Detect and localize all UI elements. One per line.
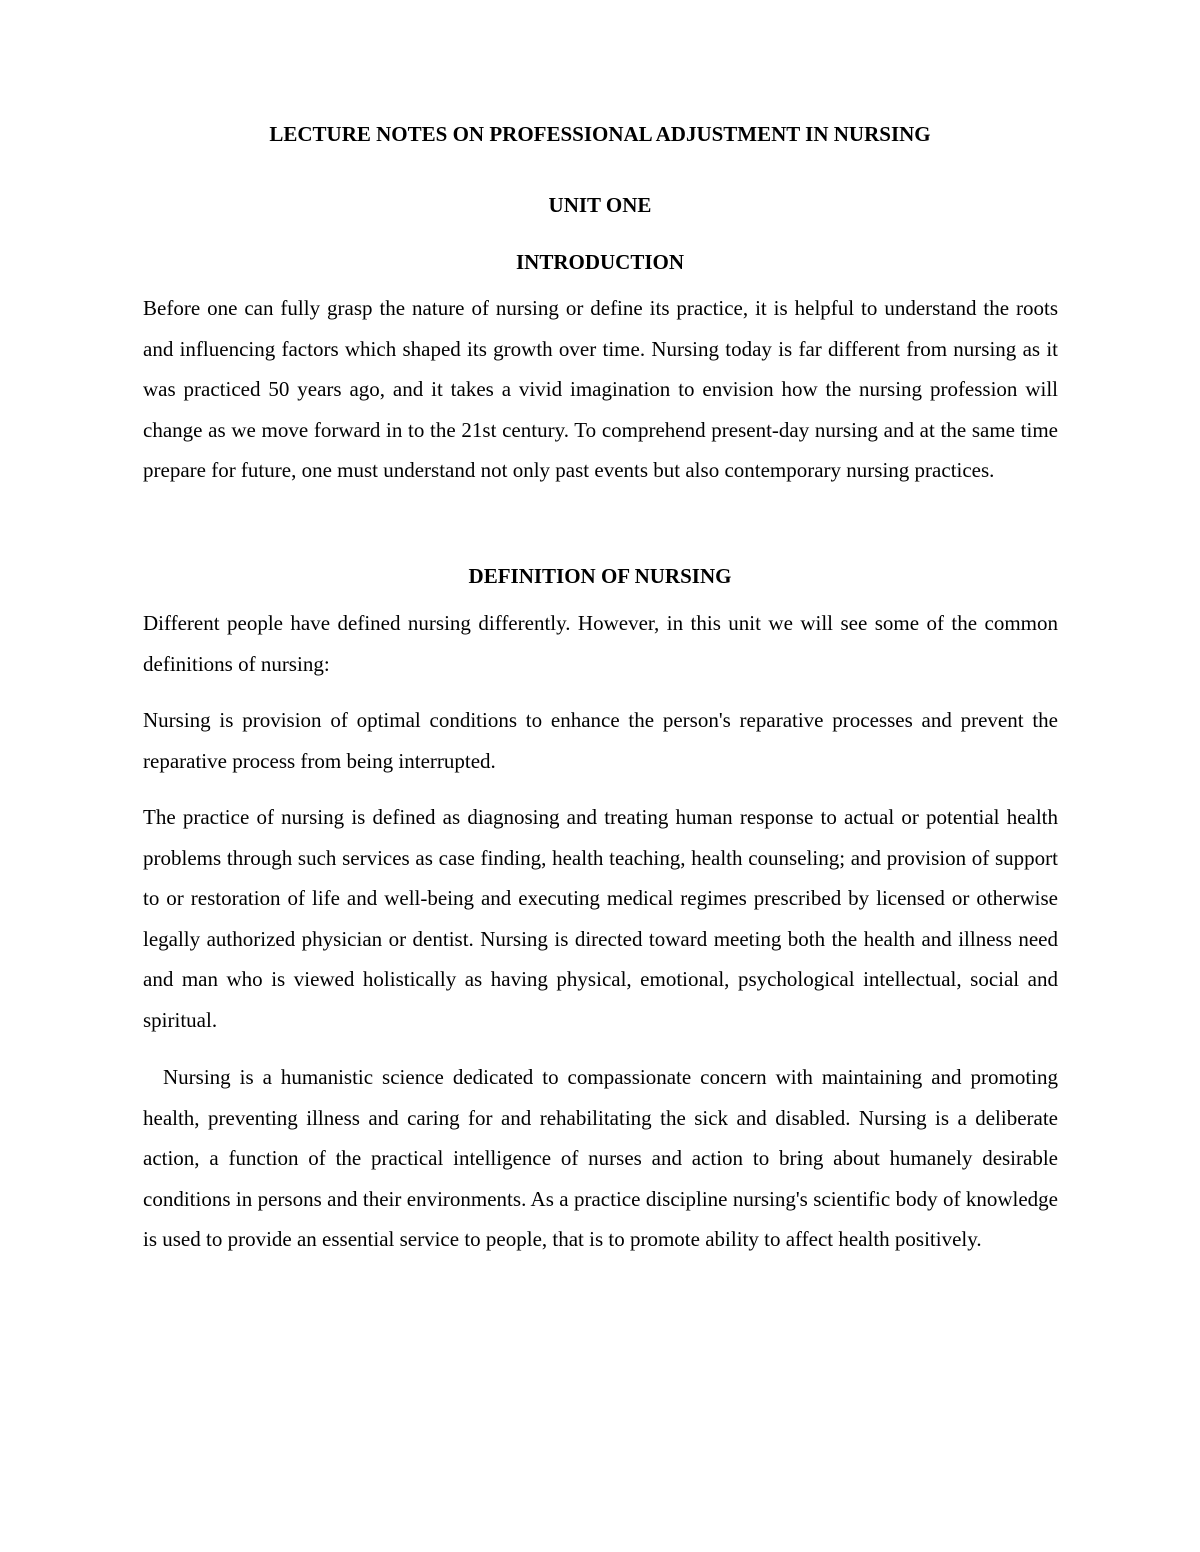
definition-paragraph-practice-of-nursing: The practice of nursing is defined as diagnosing and treating human response to actual or potential health problems through such services as case finding, health teaching, health counseling; and provision of support to or restoration of life and well-being and executing medical regimes prescribed by licensed or otherwise legally authorized physician or dentist. Nursing is directed toward meeting both the health and illness need and man who is viewed holistically as having physical, emotional, psychological intellectual, social and spiritual. bbox=[143, 805, 1058, 1032]
section-heading-definition: DEFINITION OF NURSING bbox=[468, 564, 732, 588]
introduction-paragraph: Before one can fully grasp the nature of nursing or define its practice, it is helpful to understand the roots and influencing factors which shaped its growth over time. Nursing today is far different from nursing as it was practiced 50 years ago, and it takes a vivid imagination to envision how the nursing profession will change as we move forward in to the 21st century. To comprehend present-day nursing and at the same time prepare for future, one must understand not only past events but also contemporary nursing practices. bbox=[143, 296, 1058, 482]
unit-heading: UNIT ONE bbox=[548, 193, 652, 217]
document-title: LECTURE NOTES ON PROFESSIONAL ADJUSTMENT IN NURSING bbox=[269, 122, 931, 146]
definition-paragraph-optimal-conditions: Nursing is provision of optimal conditions to enhance the person's reparative processes and prevent the reparative process from being interrupted. bbox=[143, 708, 1058, 773]
section-heading-introduction: INTRODUCTION bbox=[515, 250, 685, 274]
definition-paragraph-intro: Different people have defined nursing differently. However, in this unit we will see some of the common definitions of nursing: bbox=[143, 611, 1058, 676]
definition-paragraph-humanistic-science: Nursing is a humanistic science dedicated to compassionate concern with maintaining and promoting health, preventing illness and caring for and rehabilitating the sick and disabled. Nursing is a deliberate action, a function of the practical intelligence of nurses and action to bring about humanely desirable conditions in persons and their environments. As a practice discipline nursing's scientific body of knowledge is used to provide an essential service to people, that is to promote ability to affect health positively. bbox=[143, 1065, 1058, 1251]
